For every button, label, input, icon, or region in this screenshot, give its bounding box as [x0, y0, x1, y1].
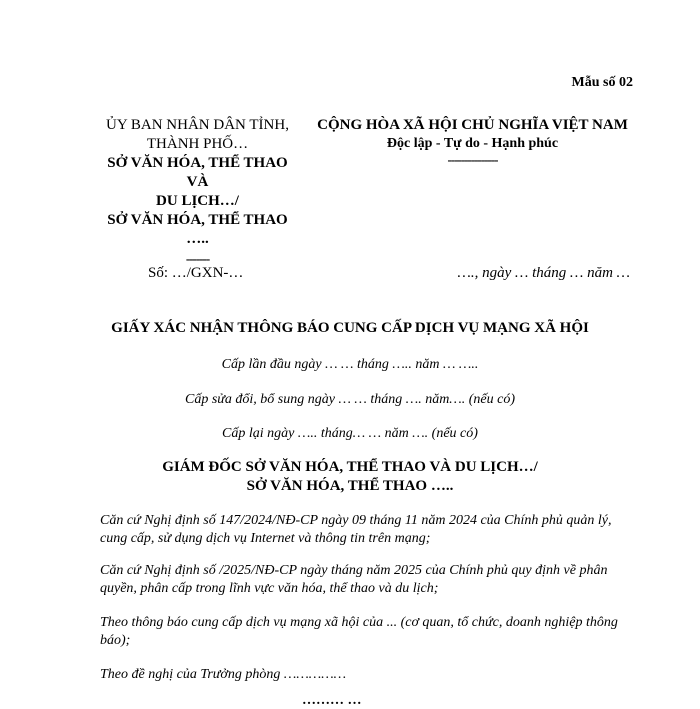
form-number: Mẫu số 02 — [571, 75, 633, 90]
issue-line-reissued: Cấp lại ngày ….. tháng… … năm …. (nếu có) — [222, 426, 478, 441]
issue-line-first: Cấp lần đầu ngày … … tháng ….. năm … ….. — [221, 357, 479, 372]
document-date: …., ngày … tháng … năm … — [457, 265, 630, 281]
national-motto: Độc lập - Tự do - Hạnh phúc — [386, 136, 559, 151]
authority-line-6: SỞ VĂN HÓA, THỂ THAO — [107, 212, 288, 228]
motto-divider: --------------- — [447, 152, 498, 167]
national-header — [300, 116, 645, 167]
director-line-1: GIÁM ĐỐC SỞ VĂN HÓA, THỂ THAO VÀ DU LỊCH…/ — [162, 459, 538, 475]
authority-line-3: SỞ VĂN HÓA, THỂ THAO — [107, 155, 288, 171]
authority-line-4: VÀ — [186, 174, 209, 190]
issue-line-amended: Cấp sửa đổi, bổ sung ngày … … tháng …. năm…. (nếu có) — [184, 392, 516, 407]
authority-line-7: ….. — [186, 231, 209, 247]
authority-line-1: ỦY BAN NHÂN DÂN TỈNH, — [106, 117, 289, 133]
authority-line-5: DU LỊCH…/ — [156, 193, 239, 209]
issuing-authority-header — [95, 116, 300, 268]
notification-paragraph: Theo thông báo cung cấp dịch vụ mạng xã hội của ... (cơ quan, tổ chức, doanh nghiệp thông báo); — [100, 615, 618, 648]
director-heading — [0, 458, 700, 496]
legal-basis-paragraph-2: Căn cứ Nghị định số /2025/NĐ-CP ngày tháng năm 2025 của Chính phủ quy định về phân quyền, phân cấp trong lĩnh vực văn hóa, thể thao và du lịch; — [100, 563, 608, 596]
legal-basis-paragraph-1: Căn cứ Nghị định số 147/2024/NĐ-CP ngày 09 tháng 11 năm 2024 của Chính phủ quản lý, cung cấp, sử dụng dịch vụ Internet và thông tin trên mạng; — [100, 513, 612, 546]
director-line-2: SỞ VĂN HÓA, THỂ THAO ….. — [246, 478, 454, 494]
cut-off-line: ……… … — [302, 693, 362, 708]
country-name: CỘNG HÒA XÃ HỘI CHỦ NGHĨA VIỆT NAM — [317, 117, 628, 133]
authority-line-2: THÀNH PHỐ… — [146, 136, 249, 152]
document-title: GIẤY XÁC NHẬN THÔNG BÁO CUNG CẤP DỊCH VỤ MẠNG XÃ HỘI — [111, 320, 589, 336]
proposal-paragraph: Theo đề nghị của Trưởng phòng …………… — [100, 667, 347, 682]
document-number: Số: …/GXN-… — [148, 265, 244, 281]
authority-divider: ------- — [185, 251, 210, 266]
